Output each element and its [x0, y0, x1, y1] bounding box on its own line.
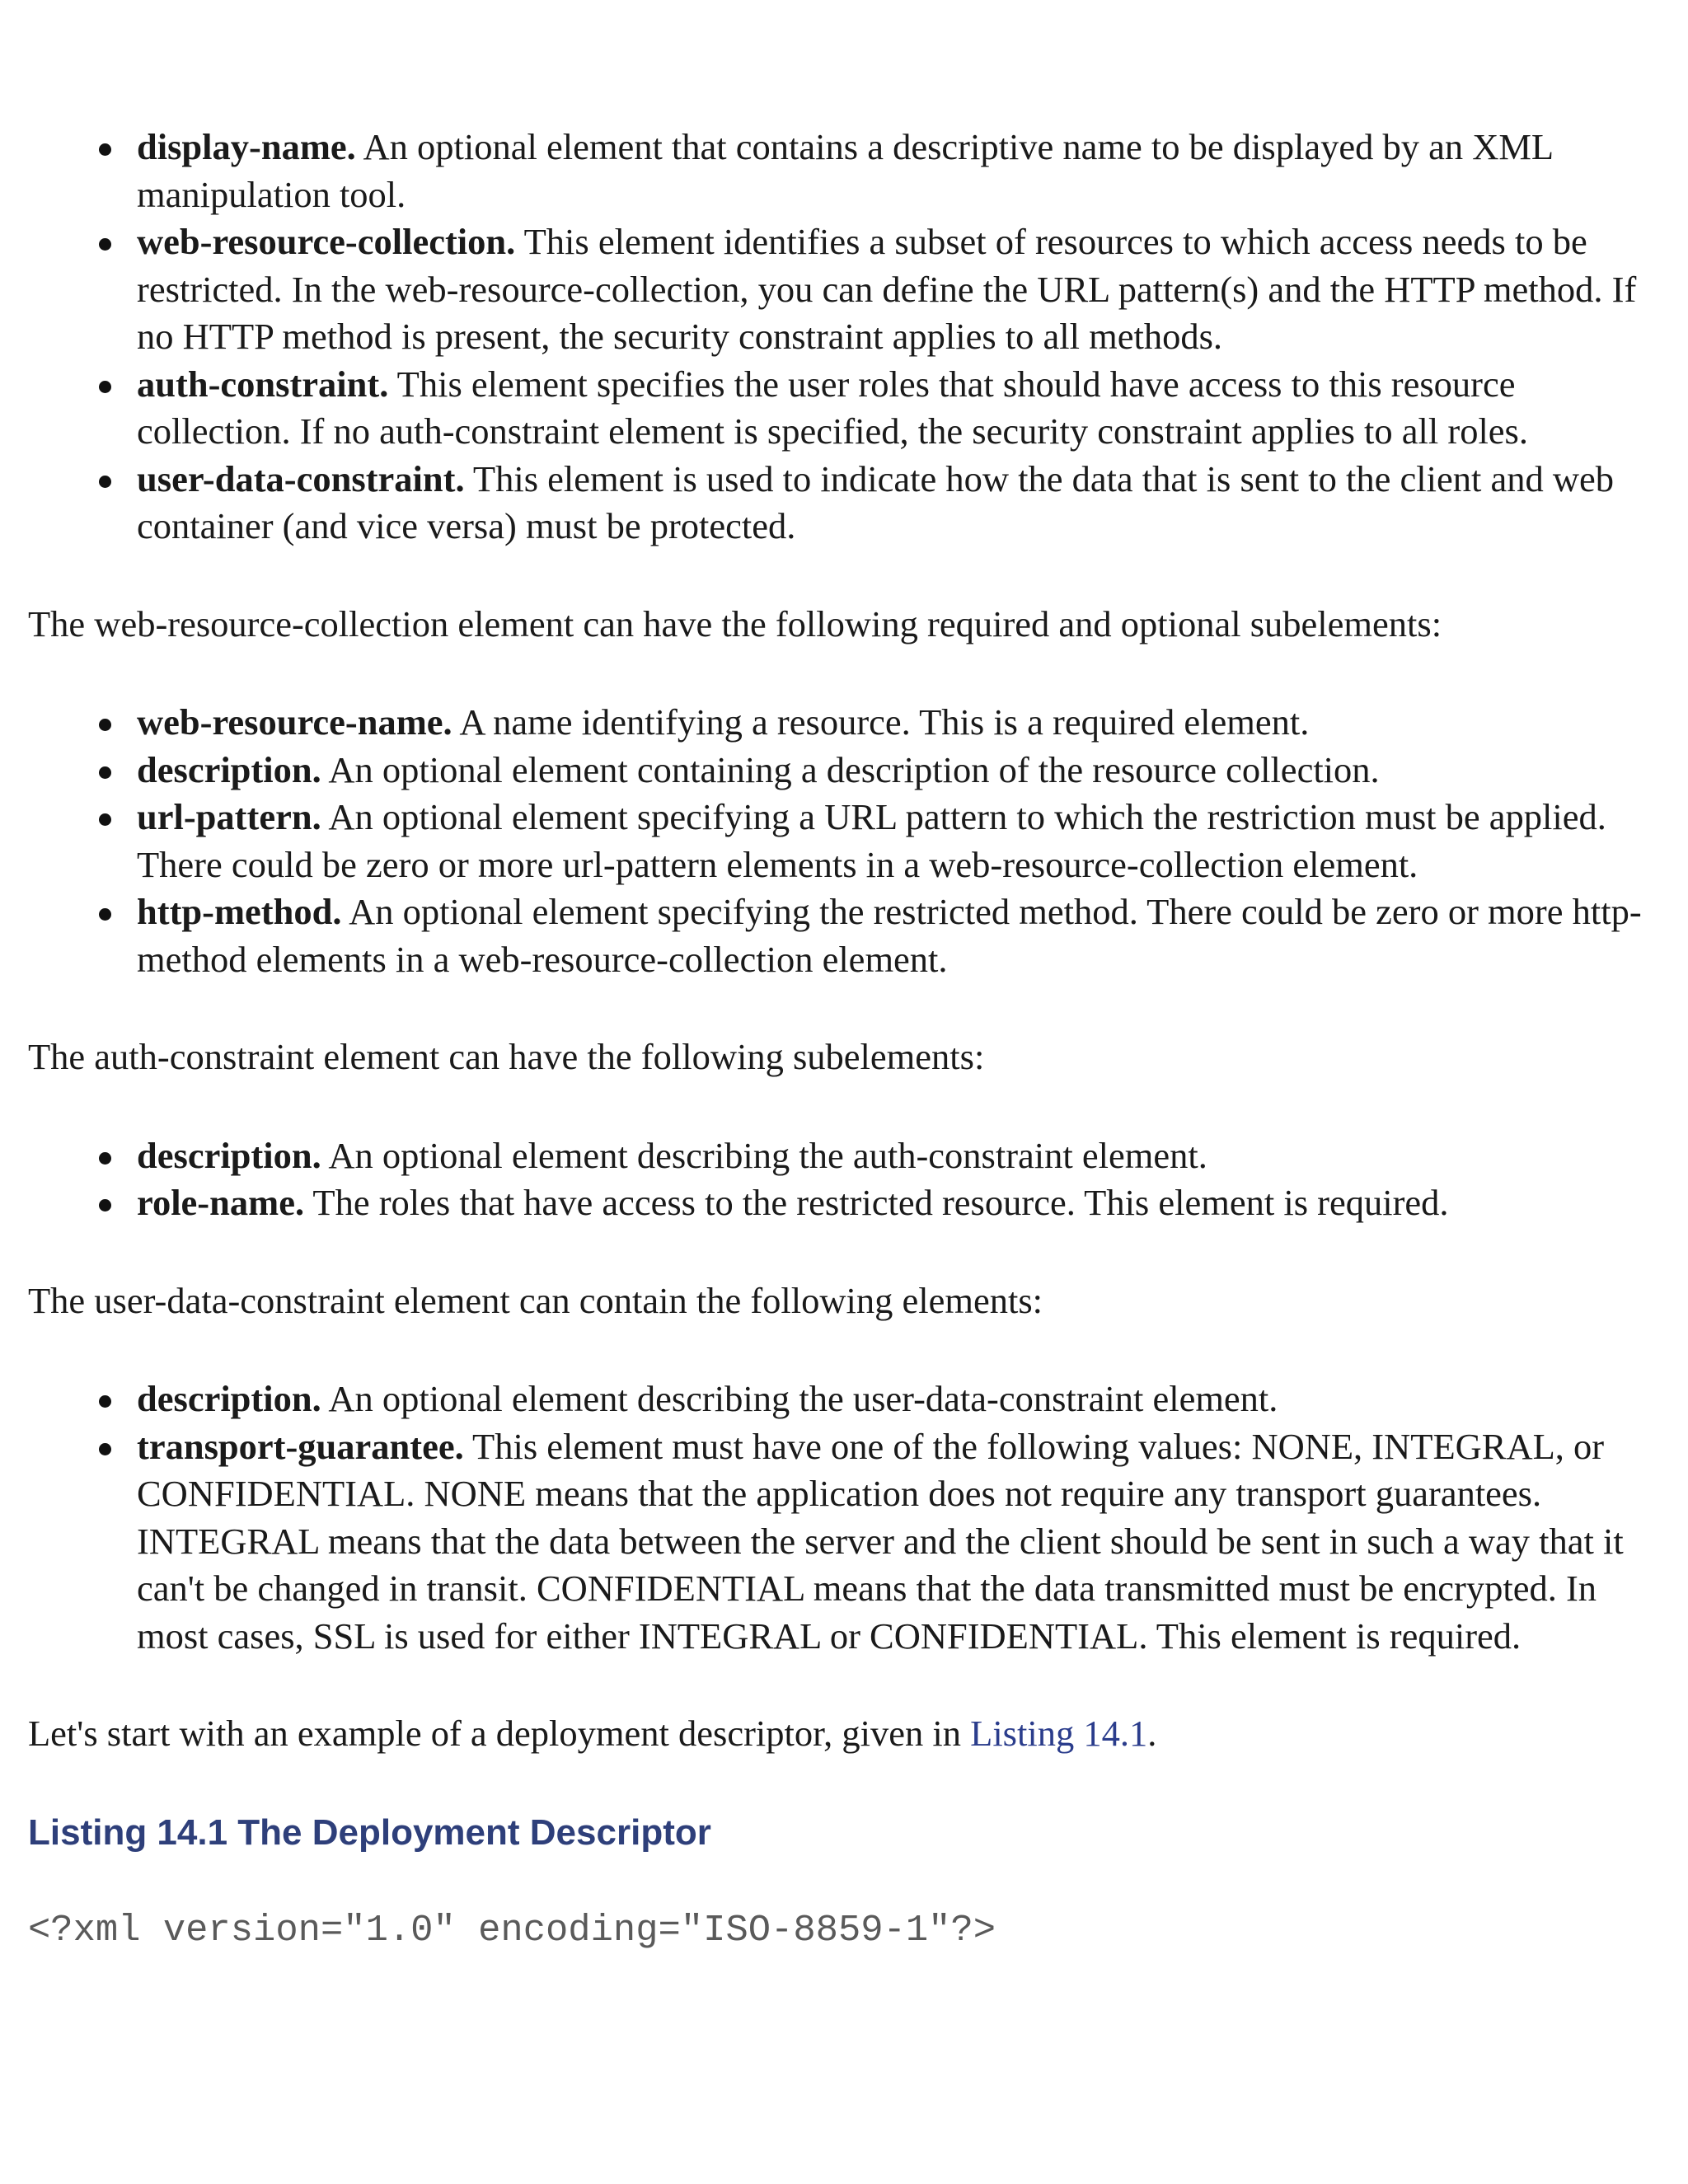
- term-label: description.: [137, 1378, 321, 1419]
- text-body: [28, 124, 1668, 1809]
- auth-subelement-list: [28, 1132, 1668, 1227]
- paragraph: The auth-constraint element can have the following subelements:: [28, 1036, 985, 1077]
- list-item: [137, 794, 1668, 888]
- term-label: web-resource-name.: [137, 701, 452, 743]
- bullet-icon: [99, 143, 111, 156]
- listing-link[interactable]: Listing 14.1: [970, 1713, 1148, 1754]
- paragraph-text: Let's start with an example of a deployment descriptor, given in: [28, 1713, 971, 1754]
- term-label: user-data-constraint.: [137, 457, 465, 499]
- term-description: This element must have one of the following values: NONE, INTEGRAL, or CONFIDENTIAL. NONE means that the application does not require any transport guarantees. INTEGRAL means that the data between the server and the client should be sent in such a way that it can't be changed in transit. CONFIDENTIAL means that the data transmitted must be encrypted. In most cases, SSL is used for either INTEGRAL or CONFIDENTIAL. This element is required.: [137, 1425, 1624, 1657]
- term-label: transport-guarantee.: [137, 1425, 464, 1467]
- term-description: This element is used to indicate how the data that is sent to the client and web container (and vice versa) must be protected.: [137, 457, 1614, 546]
- paragraph-text-end: .: [1147, 1713, 1157, 1754]
- bullet-icon: [99, 381, 111, 393]
- term-label: display-name.: [137, 126, 356, 167]
- bullet-icon: [99, 1443, 111, 1455]
- term-description: The roles that have access to the restricted resource. This element is required.: [304, 1182, 1449, 1223]
- bullet-icon: [99, 238, 111, 251]
- list-item: [137, 888, 1668, 983]
- paragraph: [28, 1710, 1668, 1758]
- list-item: [137, 1132, 1668, 1180]
- term-label: http-method.: [137, 891, 342, 932]
- term-description: An optional element describing the auth-constraint element.: [321, 1134, 1207, 1176]
- listing-title: Listing 14.1 The Deployment Descriptor: [28, 1811, 711, 1853]
- term-label: description.: [137, 1134, 321, 1176]
- bullet-icon: [99, 766, 111, 779]
- term-label: auth-constraint.: [137, 363, 389, 405]
- paragraph: The user-data-constraint element can contain the following elements:: [28, 1279, 1043, 1321]
- term-description: This element specifies the user roles that should have access to this resource collection. If no auth-constraint element is specified, the security constraint applies to all roles.: [137, 363, 1529, 452]
- bullet-icon: [99, 1395, 111, 1408]
- bullet-icon: [99, 719, 111, 731]
- bullet-icon: [99, 908, 111, 921]
- term-label: description.: [137, 748, 321, 790]
- list-item: [137, 1179, 1668, 1227]
- term-label: url-pattern.: [137, 796, 321, 837]
- term-description: This element identifies a subset of resources to which access needs to be restricted. In the web-resource-collection, you can define the URL pattern(s) and the HTTP method. If no HTTP method is present, the security constraint applies to all methods.: [137, 221, 1637, 357]
- bullet-icon: [99, 813, 111, 826]
- list-item: [137, 747, 1668, 794]
- paragraph: The web-resource-collection element can have the following required and optional subelements:: [28, 602, 1442, 644]
- term-label: web-resource-collection.: [137, 221, 516, 262]
- bullet-icon: [99, 1152, 111, 1165]
- code-line: <?xml version="1.0" encoding="ISO-8859-1"?>: [28, 1908, 996, 1952]
- list-item: [137, 361, 1668, 456]
- list-item: [137, 1376, 1668, 1423]
- list-item: [137, 218, 1668, 361]
- list-item: [137, 1423, 1668, 1661]
- element-list: [28, 124, 1668, 551]
- term-description: An optional element specifying a URL pattern to which the restriction must be applied. There could be zero or more url-pattern elements in a web-resource-collection element.: [137, 796, 1606, 885]
- subelement-list: [28, 699, 1668, 983]
- list-item: [137, 456, 1668, 551]
- document-page: [28, 124, 1668, 1954]
- list-item: [137, 699, 1668, 747]
- bullet-icon: [99, 476, 111, 488]
- term-description: A name identifying a resource. This is a required element.: [452, 701, 1310, 743]
- user-data-subelement-list: [28, 1376, 1668, 1660]
- bullet-icon: [99, 1199, 111, 1212]
- term-description: An optional element containing a description of the resource collection.: [321, 748, 1380, 790]
- term-description: An optional element specifying the restricted method. There could be zero or more http-method elements in a web-resource-collection element.: [137, 891, 1642, 980]
- term-description: An optional element describing the user-data-constraint element.: [321, 1378, 1278, 1419]
- term-label: role-name.: [137, 1182, 305, 1223]
- list-item: [137, 124, 1668, 218]
- term-description: An optional element that contains a descriptive name to be displayed by an XML manipulation tool.: [137, 126, 1553, 215]
